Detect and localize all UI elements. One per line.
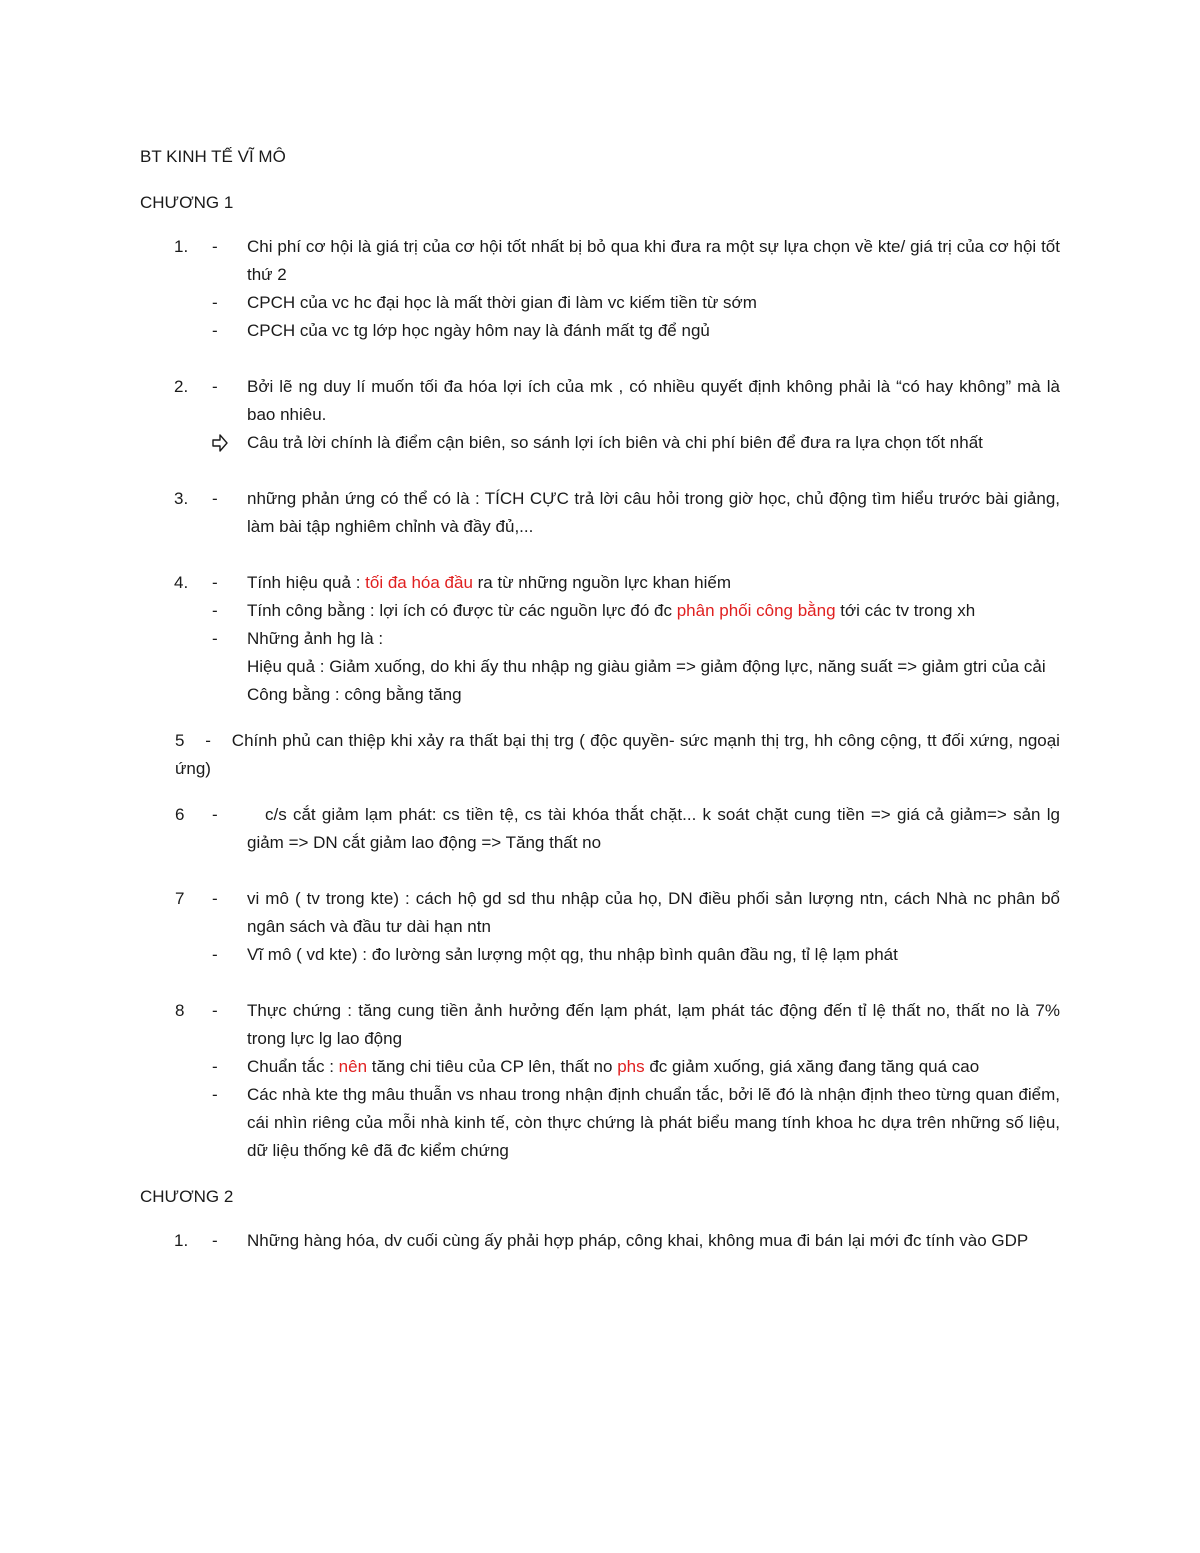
effects-equity: Công bằng : công bằng tăng bbox=[247, 685, 462, 704]
list-dash: - bbox=[212, 889, 218, 908]
list-item bbox=[140, 1081, 1060, 1165]
item-number: 4. bbox=[174, 573, 189, 592]
question-1-sub-1: CPCH của vc hc đại học là mất thời gian đi làm vc kiếm tiền từ sớm bbox=[247, 293, 757, 312]
text-run: tới các tv trong xh bbox=[835, 601, 976, 620]
list-dash: - bbox=[212, 1001, 218, 1020]
list-item bbox=[140, 429, 1060, 457]
item-number: 1. bbox=[174, 237, 189, 256]
question-1 bbox=[140, 233, 1060, 345]
highlighted-text: phân phối công bằng bbox=[676, 601, 836, 620]
list-dash: - bbox=[212, 573, 218, 592]
effects-heading: Những ảnh hg là : bbox=[247, 629, 384, 648]
question-2 bbox=[140, 373, 1060, 457]
list-item bbox=[140, 597, 1060, 625]
highlighted-text: phs bbox=[617, 1057, 645, 1076]
text-run: Tính hiệu quả : bbox=[247, 573, 366, 592]
list-dash: - bbox=[212, 601, 218, 620]
question-7 bbox=[140, 885, 1060, 969]
list-dash: - bbox=[212, 945, 218, 964]
document-body bbox=[140, 143, 1060, 1255]
question-2-conclusion: Câu trả lời chính là điểm cận biên, so sánh lợi ích biên và chi phí biên để đưa ra lựa chọn tốt nhất bbox=[247, 433, 983, 452]
chapter-2-question-1 bbox=[140, 1227, 1060, 1255]
question-1-text: Chi phí cơ hội là giá trị của cơ hội tốt nhất bị bỏ qua khi đưa ra một sự lựa chọn về kte/ giá trị của cơ hội tốt thứ 2 bbox=[247, 237, 1060, 284]
question-6 bbox=[140, 801, 1060, 857]
question-1-sub-2: CPCH của vc tg lớp học ngày hôm nay là đánh mất tg để ngủ bbox=[247, 321, 710, 340]
list-dash: - bbox=[212, 489, 218, 508]
item-number: 3. bbox=[174, 489, 189, 508]
effects-efficiency: Hiệu quả : Giảm xuống, do khi ấy thu nhập ng giàu giảm => giảm động lực, năng suất => giảm gtri của cải bbox=[247, 657, 1046, 676]
list-item bbox=[140, 569, 1060, 597]
document-title: BT KINH TẾ VĨ MÔ bbox=[140, 147, 286, 166]
item-number: 8 bbox=[175, 1001, 185, 1020]
list-dash: - bbox=[212, 805, 218, 824]
question-3-text: những phản ứng có thể có là : TÍCH CỰC trả lời câu hỏi trong giờ học, chủ động tìm hiểu trước bài giảng, làm bài tập nghiêm chỉnh và đầy đủ,... bbox=[247, 489, 1060, 536]
text-run: tăng chi tiêu của CP lên, thất no bbox=[367, 1057, 618, 1076]
question-7-text: vi mô ( tv trong kte) : cách hộ gd sd thu nhập của họ, DN điều phối sản lượng ntn, cách Nhà nc phân bổ ngân sách và đầu tư dài hạn ntn bbox=[247, 889, 1060, 936]
question-8-text: Thực chứng : tăng cung tiền ảnh hưởng đến lạm phát, lạm phát tác động đến tỉ lệ thất no, thất no là 7% trong lực lg lao động bbox=[247, 1001, 1060, 1048]
list-dash: - bbox=[212, 629, 218, 648]
text-run: ra từ những nguồn lực khan hiếm bbox=[472, 573, 732, 592]
list-dash: - bbox=[212, 293, 218, 312]
item-number: 7 bbox=[175, 889, 185, 908]
list-item bbox=[140, 625, 1060, 709]
list-dash: - bbox=[212, 1057, 218, 1076]
list-dash: - bbox=[212, 237, 218, 256]
list-item bbox=[140, 317, 1060, 345]
question-3 bbox=[140, 485, 1060, 541]
item-number: 2. bbox=[174, 377, 189, 396]
item-number: 5 bbox=[175, 731, 185, 750]
question-6-text: c/s cắt giảm lạm phát: cs tiền tệ, cs tài khóa thắt chặt... k soát chặt cung tiền => giá cả giảm=> sản lg giảm => DN cắt giảm lao động => Tăng thất no bbox=[247, 805, 1060, 852]
question-5-text bbox=[175, 727, 1060, 783]
chapter-1-heading: CHƯƠNG 1 bbox=[140, 193, 234, 212]
chapter-2-question-1-text: Những hàng hóa, dv cuối cùng ấy phải hợp pháp, công khai, không mua đi bán lại mới đc tính vào GDP bbox=[247, 1231, 1029, 1250]
question-8-normative bbox=[247, 1053, 1060, 1081]
question-8 bbox=[140, 997, 1060, 1165]
text-run: đc giảm xuống, giá xăng đang tăng quá cao bbox=[644, 1057, 980, 1076]
question-4-efficiency bbox=[247, 569, 1060, 597]
text-run: Chính phủ can thiệp khi xảy ra thất bại thị trg ( độc quyền- sức mạnh thị trg, hh công cộng, tt đối xứng, ngoại ứng) bbox=[175, 731, 1060, 778]
question-4-equity bbox=[247, 597, 1060, 625]
list-dash: - bbox=[212, 321, 218, 340]
list-item bbox=[140, 289, 1060, 317]
list-dash: - bbox=[212, 1085, 218, 1104]
list-dash: - bbox=[212, 377, 218, 396]
list-dash: - bbox=[205, 731, 211, 750]
outline-right-arrow-icon bbox=[212, 429, 228, 457]
question-4-effects bbox=[247, 625, 1060, 709]
text-run: Chuẩn tắc : bbox=[247, 1057, 339, 1076]
list-item bbox=[140, 941, 1060, 969]
highlighted-text: tối đa hóa đầu bbox=[365, 573, 473, 592]
item-number: 6 bbox=[175, 805, 185, 824]
list-dash: - bbox=[212, 1231, 218, 1250]
question-8-sub-2: Các nhà kte thg mâu thuẫn vs nhau trong nhận định chuẩn tắc, bởi lẽ đó là nhận định theo từng quan điểm, cái nhìn riêng của mỗi nhà kinh tế, còn thực chứng là phát biểu mang tính khoa hc dựa trên những số liệu, dữ liệu thống kê đã đc kiểm chứng bbox=[247, 1085, 1060, 1160]
item-number: 1. bbox=[174, 1231, 189, 1250]
highlighted-text: nên bbox=[338, 1057, 368, 1076]
list-item bbox=[140, 1053, 1060, 1081]
chapter-2-heading: CHƯƠNG 2 bbox=[140, 1187, 234, 1206]
text-run: Tính công bằng : lợi ích có được từ các nguồn lực đó đc bbox=[247, 601, 677, 620]
question-2-text: Bởi lẽ ng duy lí muốn tối đa hóa lợi ích của mk , có nhiều quyết định không phải là “có hay không” mà là bao nhiêu. bbox=[247, 377, 1060, 424]
question-5 bbox=[140, 727, 1060, 783]
question-7-sub-1: Vĩ mô ( vd kte) : đo lường sản lượng một qg, thu nhập bình quân đầu ng, tỉ lệ lạm phát bbox=[247, 945, 898, 964]
question-4 bbox=[140, 569, 1060, 709]
